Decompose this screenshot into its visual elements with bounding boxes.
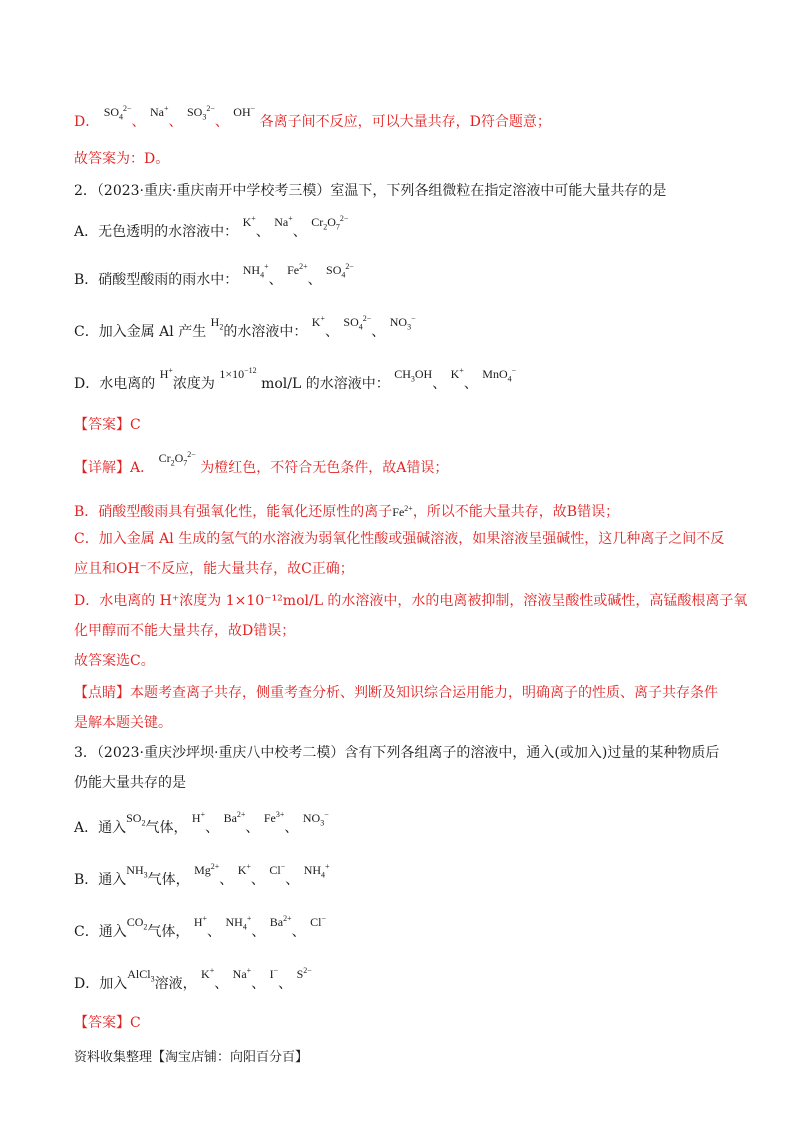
ion-ba: $Ba^{2+}$ bbox=[223, 810, 246, 825]
formula-nh3: $NH_3$ bbox=[126, 863, 148, 880]
formula-alcl3: AlCl$_3$ bbox=[127, 967, 155, 984]
ion-mg: $Mg^{2+}$ bbox=[194, 862, 220, 877]
ion-oh: OH− bbox=[233, 104, 256, 119]
ion-h: H+ bbox=[159, 366, 173, 381]
option-label: D． bbox=[74, 114, 100, 130]
ion-fe: $Fe^{2+}$ bbox=[392, 504, 413, 519]
ion-k: K+ bbox=[201, 966, 215, 981]
concentration: $1\times 10^{-12}$ bbox=[219, 366, 257, 381]
ion-nh4: $NH_4^+$ bbox=[303, 862, 330, 880]
ion-fe: $Fe^{2+}$ bbox=[287, 262, 308, 277]
ion-i: I− bbox=[269, 966, 279, 981]
ion-ba: $Ba^{2+}$ bbox=[269, 914, 292, 929]
prev-option-d: D． $SO_4^{2-}$、 Na+、 $SO_3^{2-}$、 OH− 各离子间不反应，可以大量共存，D符合题意； bbox=[74, 108, 740, 138]
ion-nh4: $NH_4^+$ bbox=[225, 914, 252, 932]
ion-so3: $SO_3^{2-}$ bbox=[186, 104, 215, 122]
q2-option-c: C．加入金属 Al 产生 $H_2$的水溶液中： K+、 $SO_4^{2-}$、 $NO_3^-$ bbox=[74, 318, 740, 348]
ion-h: H+ bbox=[193, 914, 208, 929]
option-text: 各离子间不反应，可以大量共存，D符合题意； bbox=[259, 114, 551, 130]
ion-k: K+ bbox=[237, 862, 251, 877]
formula-ch3oh: $CH_3OH$ bbox=[394, 367, 433, 384]
ion-k: K+ bbox=[242, 214, 256, 229]
q2-detail-a: 【详解】A． $Cr_2O_7^{2-}$ 为橙红色，不符合无色条件，故A错误； bbox=[74, 454, 740, 484]
ion-cl: Cl− bbox=[310, 914, 326, 929]
prev-answer: 故答案为：D。 bbox=[74, 151, 170, 167]
q2-answer: 【答案】C bbox=[74, 417, 141, 433]
ion-k: K+ bbox=[450, 366, 464, 381]
q2-comment1: 【点睛】本题考查离子共存，侧重考查分析、判断及知识综合运用能力，明确离子的性质、离子共存条件 bbox=[74, 685, 718, 701]
ion-na: Na+ bbox=[232, 966, 252, 981]
q3-answer: 【答案】C bbox=[74, 1015, 141, 1031]
ion-s: $S^{2-}$ bbox=[296, 966, 312, 981]
ion-fe: $Fe^{3+}$ bbox=[263, 810, 285, 825]
ion-nh4: $NH_4^+$ bbox=[242, 262, 269, 280]
q3-option-c: C．通入$CO_2$气体， H+、 $NH_4^+$、 $Ba^{2+}$、 Cl− bbox=[74, 918, 740, 948]
q2-option-d: D．水电离的 H+浓度为 $1\times 10^{-12}$ mol/L 的水溶液中： $CH_3OH$、 K+、 MnO$_4$− bbox=[74, 370, 740, 400]
q2-detail-d2: 化甲醇而不能大量共存，故D错误； bbox=[74, 623, 296, 639]
q2-option-b: B．硝酸型酸雨的雨水中： $NH_4^+$、 $Fe^{2+}$、 $SO_4^{2-}$ bbox=[74, 266, 740, 296]
ion-cr2o7: $Cr_2O_7^{2-}$ bbox=[311, 214, 349, 232]
q2-title: 2．（2023·重庆·重庆南开中学校考三模）室温下，下列各组微粒在指定溶液中可能大量共存的是 bbox=[74, 183, 667, 199]
q3-option-d: D．加入AlCl$_3$溶液， K+、 Na+、 I−、 $S^{2-}$ bbox=[74, 970, 740, 1000]
ion-na: Na+ bbox=[150, 104, 169, 119]
ion-so4: $SO_4^{2-}$ bbox=[343, 314, 372, 332]
q2-comment2: 是解本题关键。 bbox=[74, 715, 172, 731]
q2-detail-c1: C．加入金属 Al 生成的氢气的水溶液为弱氧化性酸或强碱溶液，如果溶液呈强碱性，这几种离子之间不反 bbox=[74, 531, 725, 547]
ion-no3: $NO_3^-$ bbox=[302, 810, 329, 828]
ion-so4: $SO_4^{2-}$ bbox=[103, 104, 132, 122]
q2-final: 故答案选C。 bbox=[74, 653, 155, 669]
ion-cl: Cl− bbox=[269, 862, 286, 877]
ion-na: Na+ bbox=[274, 214, 293, 229]
ion-k: K+ bbox=[311, 314, 325, 329]
ion-h: H+ bbox=[191, 810, 206, 825]
formula-so2: $SO_2$ bbox=[126, 811, 146, 828]
q2-detail-d1: D．水电离的 H⁺浓度为 1×10⁻¹²mol/L 的水溶液中，水的电离被抑制，溶液呈酸性或碱性，高锰酸根离子氧 bbox=[74, 593, 748, 609]
ion-no3: $NO_3^-$ bbox=[389, 314, 416, 332]
ion-so4: $SO_4^{2-}$ bbox=[326, 262, 354, 280]
q2-option-a: A．无色透明的水溶液中： K+、 Na+、 $Cr_2O_7^{2-}$ bbox=[74, 218, 740, 248]
q2-detail-c2: 应且和OH⁻不反应，能大量共存，故C正确； bbox=[74, 561, 354, 577]
q2-detail-b: B．硝酸型酸雨具有强氧化性，能氧化还原性的离子$Fe^{2+}$，所以不能大量共存，故B错误； bbox=[74, 498, 740, 523]
q3-title2: 仍能大量共存的是 bbox=[74, 775, 186, 791]
ion-mno4: MnO$_4$− bbox=[482, 366, 517, 384]
ion-cr2o7: $Cr_2O_7^{2-}$ bbox=[158, 450, 196, 468]
q3-option-b: B．通入$NH_3$气体， $Mg^{2+}$、 K+、 Cl−、 $NH_4^+$ bbox=[74, 866, 740, 896]
q3-option-a: A．通入$SO_2$气体， H+、 $Ba^{2+}$、 $Fe^{3+}$、 $NO_3^-$ bbox=[74, 814, 740, 844]
formula-co2: $CO_2$ bbox=[126, 915, 148, 932]
formula-h2: $H_2$ bbox=[210, 315, 224, 332]
q3-title1: 3．（2023·重庆沙坪坝·重庆八中校考二模）含有下列各组离子的溶液中，通入(或加入)过量的某种物质后 bbox=[74, 745, 720, 761]
page-footer: 资料收集整理【淘宝店铺：向阳百分百】 bbox=[74, 1050, 309, 1065]
